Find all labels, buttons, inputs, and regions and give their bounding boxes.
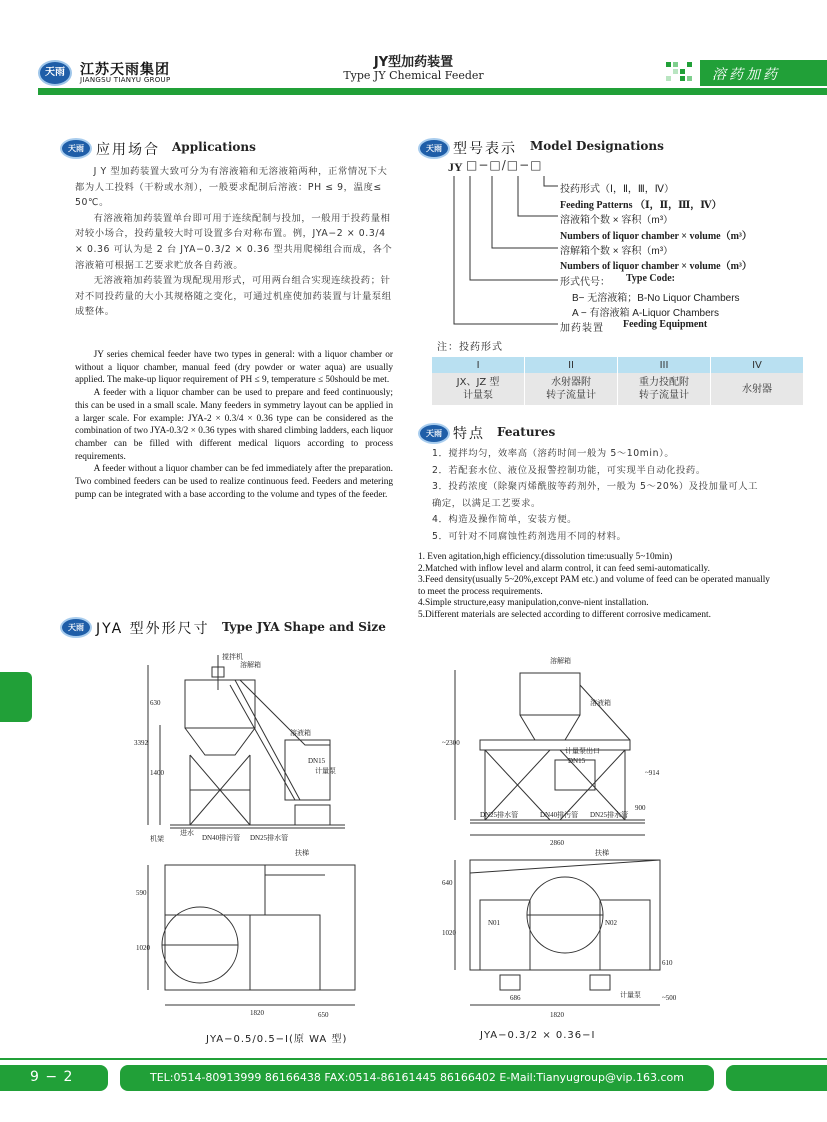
features-en-list	[418, 552, 778, 622]
label-ladder: 扶梯	[595, 849, 609, 857]
model-bracket-lines	[440, 172, 570, 332]
caption-right: JYA−0.3/2 × 0.36−Ⅰ	[480, 1030, 596, 1041]
header-band-text: 溶药加药	[712, 67, 780, 83]
side-tab	[0, 672, 32, 722]
label-dim: 650	[318, 1011, 329, 1019]
feature-cn-item: 1．搅拌均匀，效率高（溶药时间一般为 5～10min）。	[432, 448, 675, 459]
section-logo-icon: 天雨	[60, 617, 92, 638]
model-code-tail: □−□/□−□	[466, 158, 543, 172]
company-logo-icon: 天雨	[38, 60, 72, 86]
jya-05-drawing	[130, 645, 370, 1025]
label-base: 机架	[150, 835, 164, 843]
table-cell: 水射器	[711, 373, 804, 405]
label-pipe2: DN25排水管	[250, 834, 289, 842]
label-dim: 2860	[550, 839, 564, 847]
label-pump: 计量泵	[620, 991, 641, 999]
table-cell: 重力投配附 转子流量计	[618, 373, 711, 405]
feature-en-item: 1. Even agitation,high efficiency.(dissolution time:usually 5~10min)	[418, 552, 673, 562]
label-n01: N01	[488, 919, 501, 927]
shape-heading-cn: JYA 型外形尺寸	[96, 621, 210, 637]
page-number: 9 − 2	[30, 1069, 74, 1085]
applications-cn-text	[75, 164, 393, 320]
label-n02: N02	[605, 919, 618, 927]
model-note: 注：投药形式	[437, 342, 503, 353]
label-dim: 1820	[550, 1011, 564, 1019]
feeding-pattern-table	[432, 357, 804, 405]
label-dim: 630	[150, 699, 161, 707]
model-line-cn: 形式代号：	[560, 277, 610, 288]
label-solution: 溶液箱	[290, 729, 311, 737]
caption-left: JYA−0.5/0.5−Ⅰ(原 WA 型)	[206, 1034, 348, 1045]
company-name-en: JIANGSU TIANYU GROUP	[80, 76, 171, 84]
label-dim: 1820	[250, 1009, 264, 1017]
label-dim: ~2300	[442, 739, 460, 747]
model-line-cn: 溶液箱个数 × 容积（m³）	[560, 215, 674, 226]
applications-heading-en: Applications	[172, 140, 256, 154]
model-equip-en: Feeding Equipment	[623, 319, 708, 330]
label-dim: 590	[136, 889, 147, 897]
model-code: JY	[448, 160, 463, 174]
feature-en-item: 4.Simple structure,easy manipulation,conve-nient installation.	[418, 598, 649, 609]
table-header: I	[432, 357, 525, 373]
features-heading-cn: 特点	[453, 426, 485, 442]
section-logo-icon: 天雨	[418, 423, 450, 444]
model-equip-cn: 加药装置	[560, 323, 604, 334]
feature-cn-item: 3．投药浓度（除聚丙烯酰胺等药剂外，一般为 5～20%）及投加量可人工确定，以满足工艺要求。	[432, 481, 759, 509]
model-line-cn: 投药形式（Ⅰ，Ⅱ，Ⅲ，Ⅳ）	[560, 184, 674, 195]
label-dim: 640	[442, 879, 453, 887]
label-dim: DN15	[308, 757, 326, 765]
label-dim: DN15	[568, 757, 586, 765]
label-ladder: 扶梯	[295, 849, 309, 857]
features-heading-en: Features	[497, 425, 556, 439]
applications-en-para: A feeder without a liquor chamber can be fed immediately after the preparation. Two combined feeders can be used to realize continuous feed. Feeders and metering pump can be integrated with a base according to the volume and types of the feeder.	[75, 464, 393, 500]
applications-en-text	[75, 349, 393, 501]
label-dim: 610	[662, 959, 673, 967]
table-cell: JX、JZ 型 计量泵	[432, 373, 525, 405]
label-dim: ~914	[645, 769, 660, 777]
applications-en-para: A feeder with a liquor chamber can be used to prepare and feed continuously; this can be used in a small scale. Many feeders in symmetry layout can be applied in a larger scale. For example: JYA-2 × 0.3/4 × 0.36 type can be considered as the combination of two JYA-0.3/2 × 0.36 types with shared climbing ladders, each liquor chamber can be filled with different medical liquors according to process requirements.	[75, 388, 393, 462]
label-pipe3: DN25排水管	[590, 811, 629, 819]
model-line-en: Type Code:	[626, 273, 675, 284]
model-heading-en: Model Designations	[530, 139, 664, 153]
feature-cn-item: 5．可针对不同腐蚀性药剂选用不同的材料。	[432, 530, 627, 542]
shape-heading-en: Type JYA Shape and Size	[222, 620, 386, 634]
model-line-cn: 溶解箱个数 × 容积（m³）	[560, 246, 674, 257]
model-line-en: Feeding Patterns （Ⅰ，Ⅱ，Ⅲ，Ⅳ）	[560, 200, 722, 211]
feature-en-item: 3.Feed density(usually 5~20%,except PAM etc.) and volume of feed can be operated manually to meet the process requirements.	[418, 575, 770, 597]
label-pipe1: DN25排水管	[480, 811, 519, 819]
features-cn-list	[432, 446, 762, 545]
label-pump: 计量泵	[315, 767, 336, 775]
label-dim: 3392	[134, 739, 148, 747]
label-meter-outlet: 计量泵出口	[565, 747, 600, 755]
table-header: II	[525, 357, 618, 373]
label-stirrer: 搅拌机	[222, 653, 243, 661]
table-header: IV	[711, 357, 804, 373]
header-rule	[38, 88, 827, 95]
label-dim: 1400	[150, 769, 164, 777]
table-cell: 水射器附 转子流量计	[525, 373, 618, 405]
model-type-b: B− 无溶液箱；B-No Liquor Chambers	[572, 293, 740, 304]
applications-cn-para: 有溶液箱加药装置单台即可用于连续配制与投加，一般用于投药量相对较小场合，投药量较大时可设置多台对称布置。例，JYA−2 × 0.3/4 × 0.36 可认为是 2 台 JYA−0.3/2 × 0.36 型共用爬梯组合而成，各个溶液箱可根据工艺要求贮放各自药液。	[75, 212, 393, 271]
model-heading-cn: 型号表示	[453, 141, 517, 157]
applications-en-para: JY series chemical feeder have two types in general: with a liquor chamber or without a liquor chamber, manual feed (dry powder or water aqua) are usually applied. The make-up liquor requirement of PH ≤ 9, temperature ≤ 50should be met.	[75, 350, 393, 386]
table-header: III	[618, 357, 711, 373]
label-dissolve: 溶解箱	[550, 657, 571, 665]
footer-rule	[0, 1058, 827, 1060]
section-logo-icon: 天雨	[418, 138, 450, 159]
company-name-cn: 江苏天雨集团	[80, 62, 170, 78]
label-pipe1: DN40排污管	[202, 834, 241, 842]
label-solution: 溶液箱	[590, 699, 611, 707]
label-dim: 900	[635, 804, 646, 812]
jya-03-drawing	[440, 645, 680, 1025]
model-line-en: Numbers of liquor chamber × volume（m³）	[560, 231, 752, 242]
label-dim: 1020	[442, 929, 456, 937]
page-title-cn: JY型加药装置	[373, 55, 454, 70]
label-dim: ~500	[662, 994, 677, 1002]
page-title-en: Type JY Chemical Feeder	[343, 69, 484, 82]
applications-cn-para: 无溶液箱加药装置为现配现用形式，可用两台组合实现连续投药；针对不同投药量的大小其规格随之变化，可通过机座使加药装置与计量泵组成整体。	[75, 275, 392, 318]
label-dim: 1020	[136, 944, 150, 952]
feature-en-item: 5.Different materials are selected according to different corrosive medicament.	[418, 609, 711, 620]
section-logo-icon: 天雨	[60, 138, 92, 159]
label-pipe2: DN40排污管	[540, 811, 579, 819]
label-dim: 686	[510, 994, 521, 1002]
feature-cn-item: 2．若配套水位、液位及报警控制功能，可实现半自动化投药。	[432, 464, 706, 476]
applications-heading-cn: 应用场合	[96, 142, 160, 158]
feature-en-item: 2.Matched with inflow level and alarm control, it can feed semi-automatically.	[418, 563, 710, 574]
label-dissolve: 溶解箱	[240, 661, 261, 669]
footer-right-band	[726, 1065, 827, 1091]
pixel-decoration-icon	[664, 60, 698, 86]
applications-cn-para: J Y 型加药装置大致可分为有溶液箱和无溶液箱两种，正常情况下大都为人工投料（干粉或水剂），一般要求配制后溶液：PH ≤ 9，温度≤ 50℃。	[75, 166, 388, 209]
label-inlet: 进水	[180, 829, 194, 837]
model-line-en: Numbers of liquor chamber × volume（m³）	[560, 261, 752, 272]
feature-cn-item: 4．构造及操作简单，安装方便。	[432, 514, 578, 525]
model-type-a: A − 有溶液箱 A-Liquor Chambers	[572, 308, 719, 319]
contact-info: TEL:0514-80913999 86166438 FAX:0514-86161445 86166402 E-Mail:Tianyugroup@vip.163.com	[149, 1071, 685, 1084]
